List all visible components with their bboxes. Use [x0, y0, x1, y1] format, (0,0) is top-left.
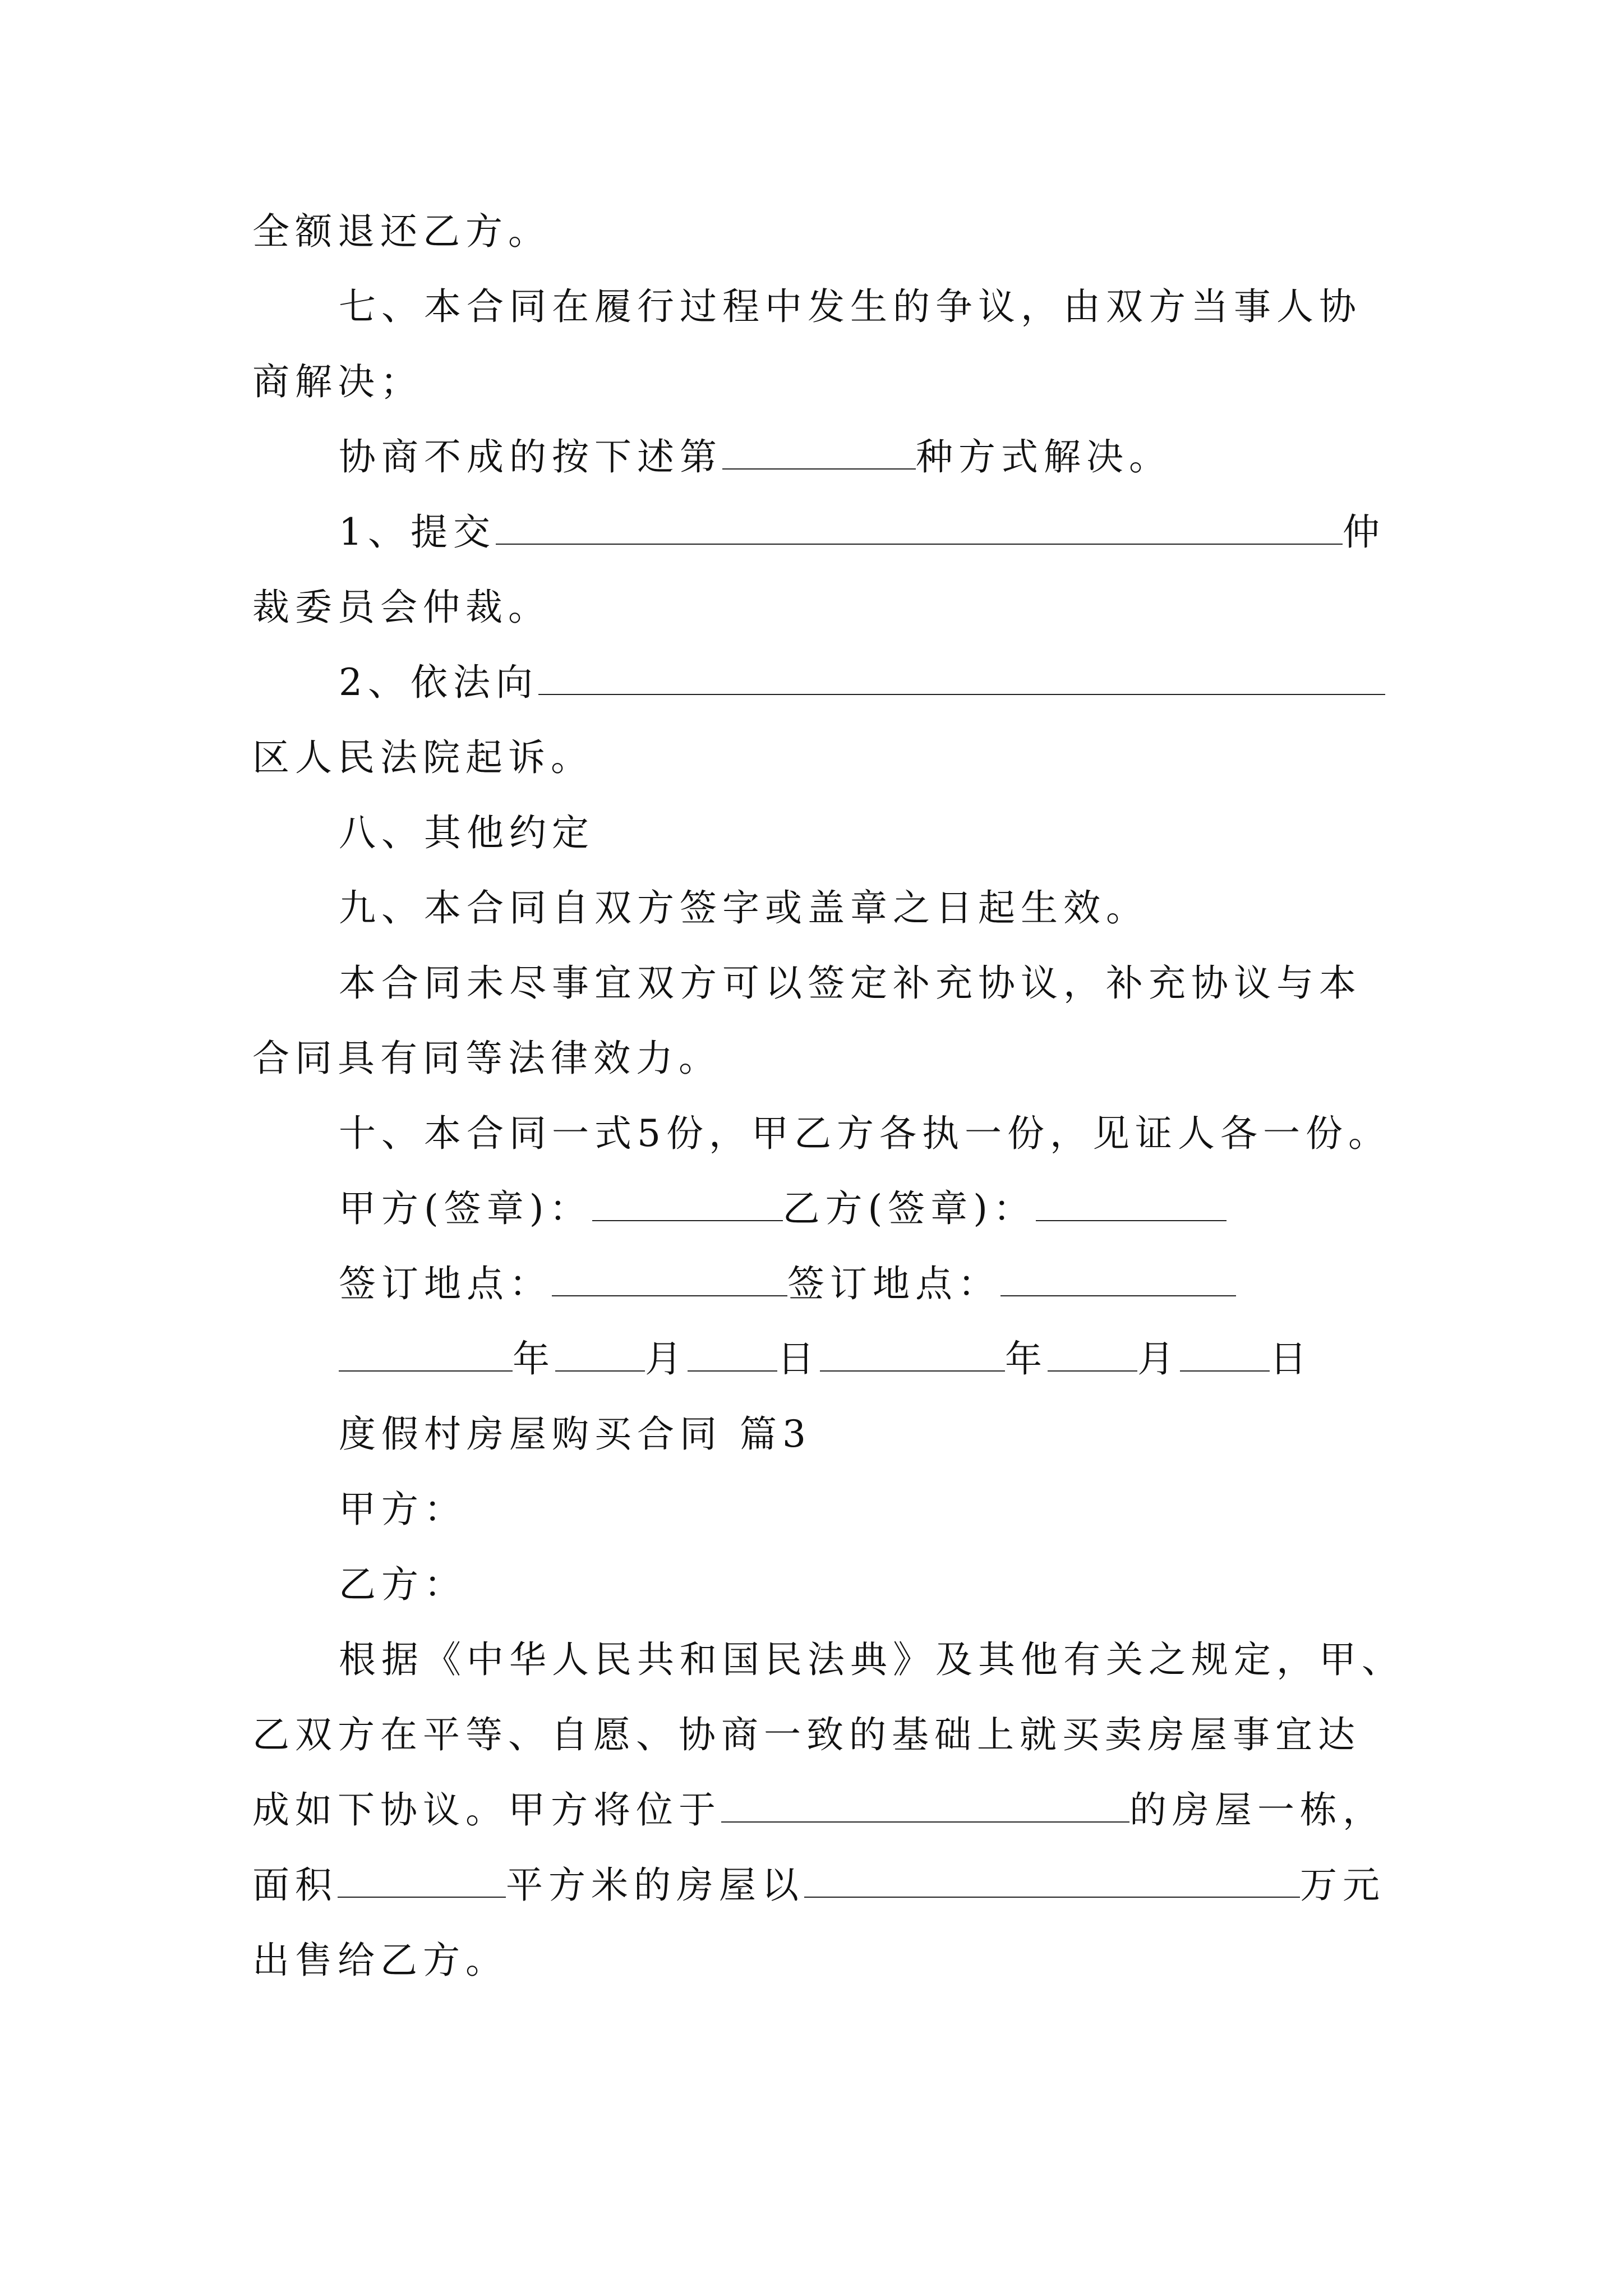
paragraph-line: 出售给乙方。: [252, 1939, 508, 1982]
party-b-location-blank[interactable]: [1000, 1258, 1236, 1296]
sign-location-line: 签订地点： 签订地点：: [339, 1256, 1236, 1312]
month-blank-b[interactable]: [1048, 1333, 1137, 1372]
paragraph-line: 乙双方在平等、自愿、协商一致的基础上就买卖房屋事宜达: [252, 1713, 1361, 1756]
price-blank[interactable]: [804, 1860, 1300, 1898]
clause-seven: 七、本合同在履行过程中发生的争议，由双方当事人协: [339, 285, 1362, 328]
paragraph-line: 本合同未尽事宜双方可以签定补充协议，补充协议与本: [339, 961, 1362, 1005]
paragraph-line: 商解决；: [252, 360, 423, 403]
court-blank[interactable]: [538, 657, 1385, 695]
dispute-method-line: 协商不成的按下述第 种方式解决。: [339, 429, 1172, 485]
property-location-line: 成如下协议。甲方将位于 的房屋一栋，: [252, 1782, 1385, 1838]
party-b-signature-blank[interactable]: [1036, 1183, 1227, 1221]
clause-ten: 十、本合同一式5份，甲乙方各执一份，见证人各一份。: [339, 1112, 1391, 1155]
party-a-location-blank[interactable]: [552, 1258, 787, 1296]
court-line: 2、依法向: [339, 655, 1385, 711]
date-line: 年 月 日 年 月 日: [339, 1331, 1312, 1387]
day-blank-a[interactable]: [688, 1333, 777, 1372]
arbitration-line: 1、提交 仲: [339, 504, 1385, 560]
month-blank-a[interactable]: [555, 1333, 645, 1372]
year-blank-a[interactable]: [339, 1333, 513, 1372]
party-b-label: 乙方：: [339, 1563, 467, 1606]
paragraph-line: 区人民法院起诉。: [252, 736, 593, 779]
paragraph-line: 合同具有同等法律效力。: [252, 1037, 721, 1080]
day-blank-b[interactable]: [1180, 1333, 1270, 1372]
party-a-label: 甲方：: [339, 1488, 467, 1531]
method-blank[interactable]: [722, 431, 916, 470]
paragraph-line: 根据《中华人民共和国民法典》及其他有关之规定，甲、: [339, 1638, 1404, 1681]
year-blank-b[interactable]: [820, 1333, 1005, 1372]
section-heading: 度假村房屋购买合同 篇3: [339, 1412, 811, 1456]
signature-line: 甲方(签章)： 乙方(签章)：: [339, 1181, 1227, 1237]
paragraph-line: 全额退还乙方。: [252, 210, 551, 253]
paragraph-line: 裁委员会仲裁。: [252, 586, 551, 629]
clause-eight: 八、其他约定: [339, 811, 594, 854]
area-price-line: 面积 平方米的房屋以 万元: [252, 1857, 1385, 1913]
arbitration-blank[interactable]: [496, 507, 1343, 545]
document-page: [252, 0, 1404, 2296]
area-blank[interactable]: [338, 1860, 506, 1898]
property-location-blank[interactable]: [721, 1784, 1129, 1823]
party-a-signature-blank[interactable]: [592, 1183, 783, 1221]
clause-nine: 九、本合同自双方签字或盖章之日起生效。: [339, 886, 1149, 930]
